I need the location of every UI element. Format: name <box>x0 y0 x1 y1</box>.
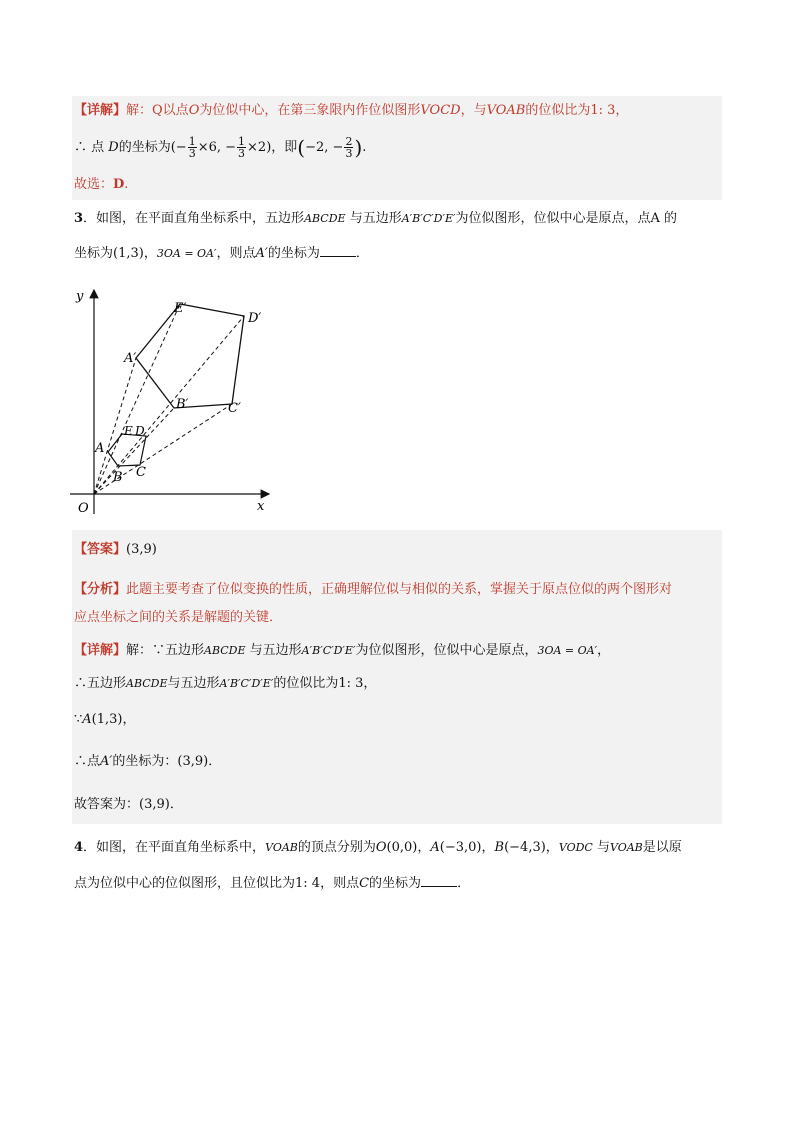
detail-tag: 【详解】 <box>74 643 127 658</box>
label-b: B <box>113 470 123 485</box>
label-d: D <box>135 424 145 438</box>
label-d-prime: D′ <box>248 311 262 326</box>
y-axis-label: y <box>76 289 84 304</box>
detail-line-3: 故选：D. <box>74 177 129 192</box>
label-e-prime: E′ <box>174 301 187 316</box>
detail-tag: 【详解】 <box>74 103 127 118</box>
question-4-line-2: 点为位似中心的位似图形，且位似比为1: 4，则点C的坐标为 ． <box>74 876 471 891</box>
answer-line: 【答案】(3,9) <box>74 542 157 557</box>
detail3-line-5: 故答案为：(3,9)． <box>74 797 183 812</box>
projection-lines <box>94 304 244 494</box>
analysis-line-1: 【分析】此题主要考查了位似变换的性质，正确理解位似与相似的关系，掌握关于原点位似的两个图形对 <box>74 582 673 597</box>
fraction: $\frac{1}{3}$ <box>188 135 196 160</box>
label-b-prime: B′ <box>176 397 189 412</box>
label-a-prime: A′ <box>124 351 137 366</box>
label-a: A <box>95 441 105 456</box>
pentagon-a-prime <box>136 304 244 408</box>
fraction: $\frac{1}{3}$ <box>238 135 246 160</box>
detail3-line-2: ∴五边形ABCDE与五边形A′B′C′D′E′的位似比为1: 3， <box>74 676 377 691</box>
detail-line-2: ∴ 点 D的坐标为(− $\frac{1}{3}$ ×6, − $\frac{1}{3}$ ×2)，即(−2, − $\frac{2}{3}$ ). <box>74 135 367 160</box>
label-c: C <box>136 465 146 480</box>
answer-blank <box>320 244 356 257</box>
fraction: $\frac{2}{3}$ <box>345 135 353 160</box>
homothety-figure <box>64 282 284 522</box>
analysis-line-2: 应点坐标之间的关系是解题的关键． <box>74 610 283 625</box>
label-e: E <box>124 424 133 438</box>
label-c-prime: C′ <box>228 401 241 416</box>
x-axis-label: x <box>257 499 265 514</box>
question-3-line-2: 坐标为(1,3)，3OA = OA′，则点A′的坐标为 ． <box>74 246 369 261</box>
origin-label: O <box>78 501 89 516</box>
answer-blank <box>421 874 457 887</box>
question-3-line-1: 3．如图，在平面直角坐标系中，五边形ABCDE 与五边形A′B′C′D′E′为位似图形，位似中心是原点，点A 的 <box>74 211 678 226</box>
question-4-line-1: 4．如图，在平面直角坐标系中，VOAB的顶点分别为O(0,0)，A(−3,0)，B(−4,3)，VODC 与VOAB是以原 <box>74 840 682 855</box>
detail3-line-4: ∴点A′的坐标为：(3,9)． <box>74 754 222 769</box>
answer-tag: 【答案】 <box>74 542 127 557</box>
analysis-tag: 【分析】 <box>74 582 127 597</box>
detail3-line-1: 【详解】解：∵五边形ABCDE 与五边形A′B′C′D′E′为位似图形，位似中心是原点，3OA = OA′， <box>74 643 611 658</box>
detail3-line-3: ∵A(1,3)， <box>74 712 136 727</box>
detail-line-1: 【详解】解：Q以点O为位似中心，在第三象限内作位似图形VOCD，与VOAB的位似比为1: 3， <box>74 103 629 118</box>
